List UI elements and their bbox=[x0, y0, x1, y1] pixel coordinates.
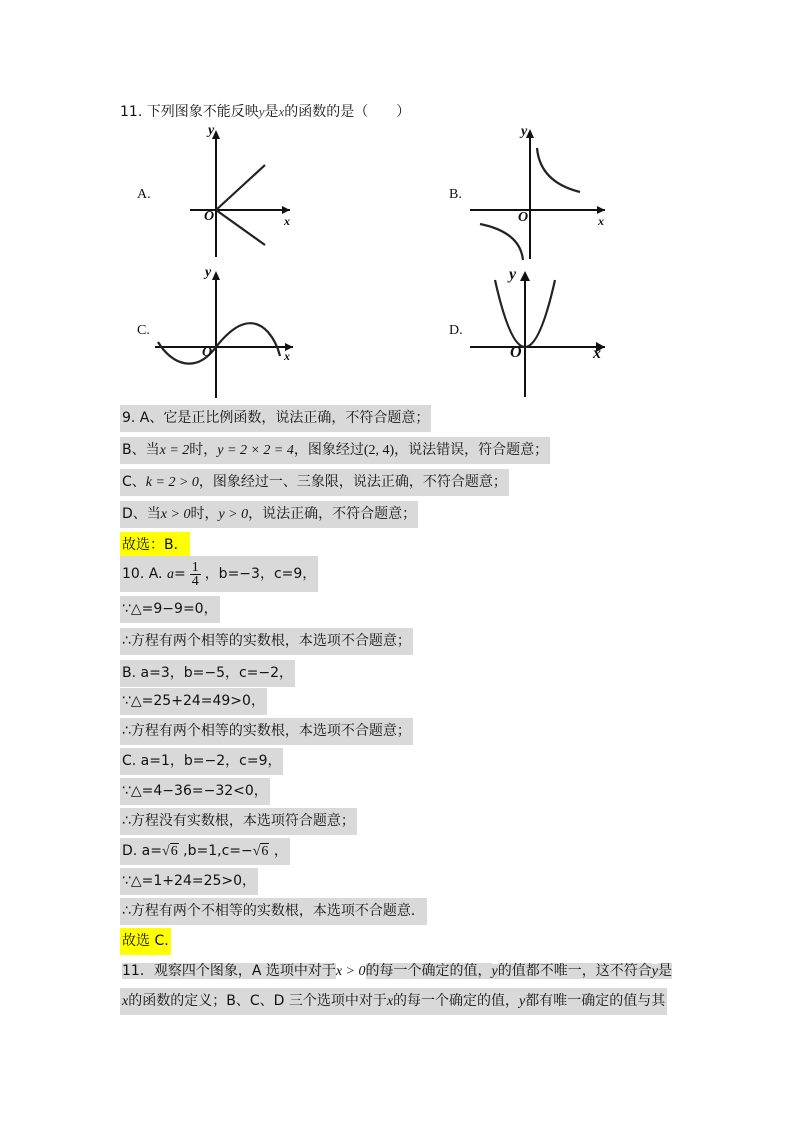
text: 是 bbox=[657, 963, 672, 979]
text: 的每一个确定的值， bbox=[365, 963, 492, 979]
question-number: 11. bbox=[120, 104, 143, 120]
question-title bbox=[120, 101, 410, 121]
origin-label: O bbox=[510, 344, 522, 361]
text: 6 bbox=[170, 844, 178, 859]
text: 4 bbox=[191, 573, 199, 589]
option-c-label: C. bbox=[137, 323, 150, 338]
fraction-one-quarter bbox=[190, 561, 201, 588]
text: y bbox=[519, 994, 526, 1009]
text: 1 bbox=[191, 559, 199, 575]
text: C、 bbox=[122, 474, 146, 490]
text: B、当 bbox=[122, 442, 160, 458]
answer10-d-line bbox=[120, 838, 290, 865]
x-axis-label: x bbox=[593, 345, 601, 362]
graph-c bbox=[150, 262, 300, 402]
text: 时， bbox=[189, 442, 218, 458]
math-point: (2, 4) bbox=[363, 443, 395, 458]
y-axis-label: y bbox=[509, 266, 517, 283]
x-axis-label: x bbox=[284, 349, 290, 363]
curve-first-quadrant bbox=[537, 148, 580, 192]
text: 11．观察四个图象，A 选项中对于 bbox=[122, 963, 336, 979]
y-axis-label: y bbox=[521, 124, 528, 139]
text: 的值都不唯一，这不符合 bbox=[497, 963, 652, 979]
text: ， bbox=[269, 843, 288, 859]
text: a bbox=[166, 567, 174, 582]
answer10-a-conclusion: ∴方程有两个相等的实数根，本选项不合题意； bbox=[120, 628, 413, 655]
text: 10. A. bbox=[122, 566, 167, 582]
answer9-choice: 故选：B． bbox=[120, 532, 190, 559]
x-axis-arrow bbox=[597, 206, 605, 214]
text: 都有唯一确定的值与其 bbox=[525, 993, 666, 1009]
question-prefix: 下列图象不能反映 bbox=[146, 104, 259, 120]
text: 6 bbox=[261, 844, 269, 859]
y-axis-arrow bbox=[520, 271, 530, 281]
answer10-b-conclusion: ∴方程有两个相等的实数根，本选项不合题意； bbox=[120, 718, 413, 745]
answer10-b-delta: ∵△=25+24=49>0， bbox=[120, 688, 267, 715]
origin-label: O bbox=[202, 345, 213, 360]
graph-d bbox=[465, 262, 610, 402]
y-axis-arrow bbox=[212, 271, 220, 280]
answer9-line1: 9. A、它是正比例函数，说法正确，不符合题意； bbox=[120, 405, 431, 432]
answer10-c-delta: ∵△=4−36=−32<0， bbox=[120, 778, 270, 805]
text: ，说法正确，不符合题意； bbox=[248, 506, 417, 522]
text: ，说法错误，符合题意； bbox=[394, 442, 549, 458]
question-mid: 是 bbox=[264, 104, 279, 120]
curve-cubic bbox=[158, 323, 280, 363]
answer10-a-delta: ∵△=9−9=0， bbox=[120, 596, 220, 623]
answer11-line2 bbox=[120, 988, 667, 1015]
math-x-gt-0: x > 0 bbox=[335, 964, 366, 979]
text: = bbox=[173, 566, 186, 582]
origin-label: O bbox=[518, 210, 529, 225]
sqrt-six-neg: √6 bbox=[252, 844, 269, 859]
answer10-b-line: B. a=3，b=−5，c=−2， bbox=[120, 660, 295, 687]
text: D. a= bbox=[122, 843, 162, 859]
option-d-label: D. bbox=[449, 323, 463, 338]
curve-upper-ray bbox=[216, 165, 265, 210]
math-x-gt-0: x > 0 bbox=[160, 507, 191, 522]
var-y: y bbox=[258, 104, 265, 119]
x-axis-label: x bbox=[598, 214, 604, 228]
text: 时， bbox=[190, 506, 219, 522]
text: D、当 bbox=[122, 506, 161, 522]
y-axis-label: y bbox=[208, 123, 215, 138]
y-axis-label: y bbox=[205, 265, 212, 280]
answer9-line2 bbox=[120, 437, 550, 464]
x-axis-label: x bbox=[284, 214, 290, 228]
text: ，b=−3，c=9， bbox=[204, 566, 317, 582]
text: y bbox=[651, 964, 658, 979]
sqrt-six: √6 bbox=[162, 844, 178, 859]
answer10-d-conclusion: ∴方程有两个不相等的实数根，本选项不合题意． bbox=[120, 898, 427, 925]
answer9-line3 bbox=[120, 469, 509, 496]
curve-lower-ray bbox=[216, 210, 265, 245]
x-axis-arrow bbox=[282, 206, 290, 214]
origin-label: O bbox=[204, 209, 215, 224]
answer10-c-conclusion: ∴方程没有实数根，本选项符合题意； bbox=[120, 808, 357, 835]
text: 的函数的定义；B、C、D 三个选项中对于 bbox=[128, 993, 387, 1009]
answer10-c-line: C. a=1，b=−2，c=9， bbox=[120, 748, 283, 775]
math-k: k = 2 > 0 bbox=[145, 475, 199, 490]
math-y-eq: y = 2 × 2 = 4 bbox=[217, 443, 294, 458]
answer11-line1 bbox=[120, 958, 680, 985]
option-b-label: B. bbox=[449, 187, 462, 202]
text: x bbox=[386, 994, 394, 1009]
text: 的每一个确定的值， bbox=[393, 993, 520, 1009]
answer9-line4 bbox=[120, 501, 418, 528]
var-x: x bbox=[278, 104, 285, 119]
text: ,b=1,c=− bbox=[178, 843, 253, 859]
text: x bbox=[122, 994, 129, 1009]
graph-b bbox=[465, 122, 610, 262]
curve-third-quadrant bbox=[480, 224, 523, 260]
text: ，图象经过一、三象限，说法正确，不符合题意； bbox=[198, 474, 507, 490]
question-suffix: 的函数的是（ ） bbox=[284, 104, 411, 120]
math-x-eq-2: x = 2 bbox=[159, 443, 190, 458]
math-y-gt-0: y > 0 bbox=[218, 507, 249, 522]
text: ，图象经过 bbox=[293, 442, 364, 458]
option-a-label: A. bbox=[137, 187, 151, 202]
answer10-d-delta: ∵△=1+24=25>0， bbox=[120, 868, 258, 895]
graph-a bbox=[180, 122, 300, 262]
text: y bbox=[491, 964, 498, 979]
answer10-a-line bbox=[120, 556, 318, 592]
answer10-choice: 故选 C. bbox=[120, 928, 171, 955]
